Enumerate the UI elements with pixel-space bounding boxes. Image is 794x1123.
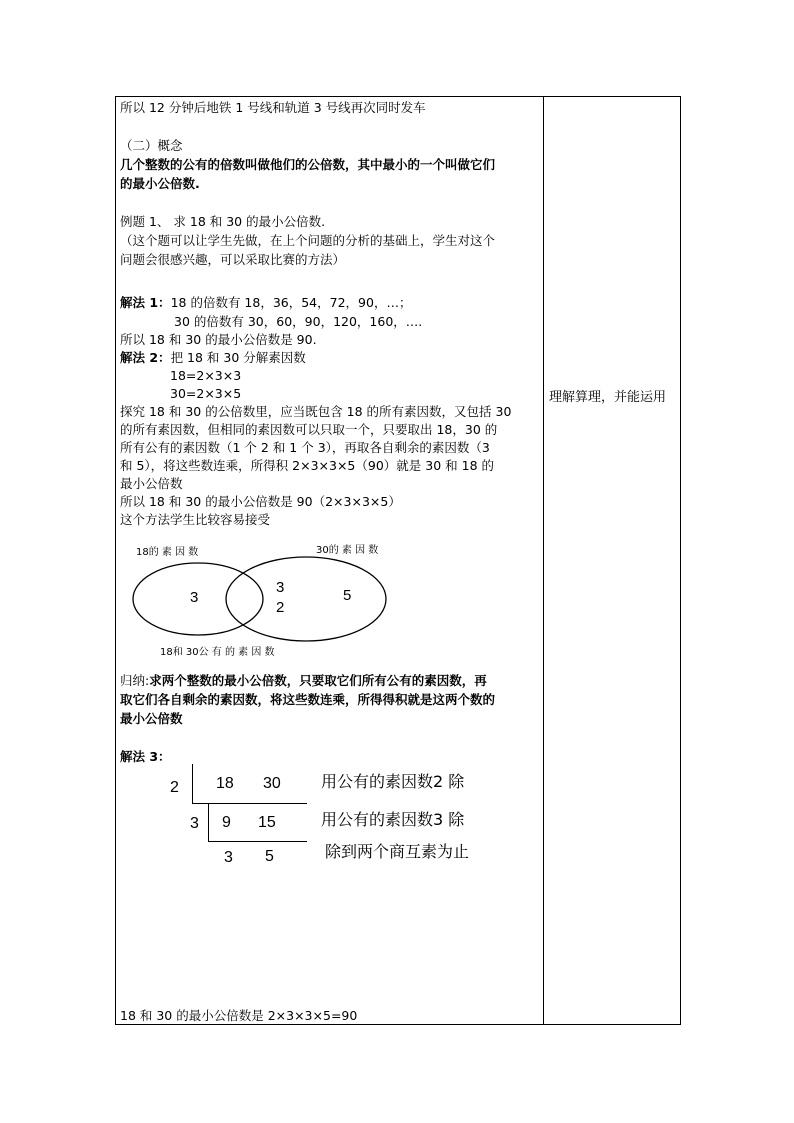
content-cell	[120, 97, 540, 1024]
text-line: 和 5），将这些数连乘，所得积 2×3×3×5（90）就是 30 和 18 的	[120, 458, 494, 473]
division-line	[192, 803, 307, 804]
text-line: （这个题可以让学生先做，在上个问题的分析的基础上，学生对这个	[120, 233, 496, 248]
summary-label: 归纳:	[120, 673, 150, 688]
venn-common-value: 2	[276, 599, 285, 616]
method-2-line	[120, 348, 306, 367]
summary-line: 最小公倍数	[120, 711, 183, 726]
quotient-a2: 9	[222, 814, 231, 831]
formula-line: 30=2×3×5	[170, 386, 242, 401]
quotient-b2: 15	[258, 814, 276, 831]
text-line: 探究 18 和 30 的公倍数里，应当既包含 18 的所有素因数，又包括 30	[120, 404, 512, 419]
text-line: 所以 18 和 30 的最小公倍数是 90（2×3×3×5）	[120, 494, 401, 509]
text-line: 最小公倍数	[120, 476, 183, 491]
teaching-goal: 理解算理，并能运用	[549, 390, 667, 405]
dividend-a1: 18	[216, 775, 234, 792]
column-divider	[543, 97, 544, 1024]
venn-label-right: 30的 素 因 数	[316, 545, 379, 556]
method-3-label: 解法 3：	[120, 749, 171, 764]
example-title: 例题 1、 求 18 和 30 的最小公倍数.	[120, 214, 326, 229]
division-note-2: 用公有的素因数3 除	[321, 810, 465, 829]
summary-text: 求两个整数的最小公倍数，只要取它们所有公有的素因数，再	[149, 673, 487, 688]
text-line: 的所有素因数，但相同的素因数可以只取一个，只要取出 18，30 的	[120, 422, 498, 437]
quotient-b3: 5	[265, 848, 274, 865]
divisor-2: 3	[190, 815, 199, 832]
division-note-3: 除到两个商互素为止	[325, 842, 470, 861]
method-label: 解法 2：	[120, 350, 171, 365]
text-span: 把 18 和 30 分解素因数	[170, 350, 306, 365]
summary-line	[120, 671, 487, 690]
text-line: 所有公有的素因数（1 个 2 和 1 个 3），再取各自剩余的素因数（3	[120, 440, 490, 455]
dividend-b1: 30	[263, 775, 281, 792]
venn-label-bottom: 18和 30公 有 的 素 因 数	[160, 647, 275, 658]
summary-line: 取它们各自剩余的素因数，将这些数连乘，所得得积就是这两个数的	[120, 692, 496, 707]
text-line: 问题会很感兴趣，可以采取比赛的方法）	[120, 252, 346, 267]
venn-left-only-value: 3	[190, 589, 199, 606]
venn-circle-right	[226, 557, 386, 641]
division-bar	[192, 764, 193, 803]
conclusion-line: 18 和 30 的最小公倍数是 2×3×3×5=90	[120, 1008, 358, 1023]
text-span: 18 的倍数有 18，36，54，72，90，…；	[170, 295, 412, 310]
formula-line: 18=2×3×3	[170, 368, 242, 383]
text-line: 30 的倍数有 30，60，90，120，160，….	[174, 314, 423, 329]
text-line: 所以 18 和 30 的最小公倍数是 90.	[120, 332, 317, 347]
lesson-table	[115, 96, 681, 1025]
venn-label-left: 18的 素 因 数	[136, 547, 199, 558]
venn-right-only-value: 5	[343, 587, 352, 604]
definition-line: 几个整数的公有的倍数叫做他们的公倍数，其中最小的一个叫做它们	[120, 157, 496, 172]
quotient-a3: 3	[224, 849, 233, 866]
venn-diagram	[130, 537, 430, 662]
division-bar	[208, 804, 209, 841]
definition-line: 的最小公倍数.	[120, 176, 200, 191]
method-1-line	[120, 293, 411, 312]
divisor-1: 2	[170, 779, 179, 796]
venn-common-value: 3	[276, 579, 285, 596]
method-label: 解法 1：	[120, 295, 171, 310]
division-line	[208, 841, 307, 842]
division-note-1: 用公有的素因数2 除	[321, 772, 465, 791]
short-division	[120, 762, 540, 872]
section-heading: （二）概念	[120, 138, 183, 153]
text-line: 所以 12 分钟后地铁 1 号线和轨道 3 号线再次同时发车	[120, 100, 426, 115]
text-line: 这个方法学生比较容易接受	[120, 512, 271, 527]
